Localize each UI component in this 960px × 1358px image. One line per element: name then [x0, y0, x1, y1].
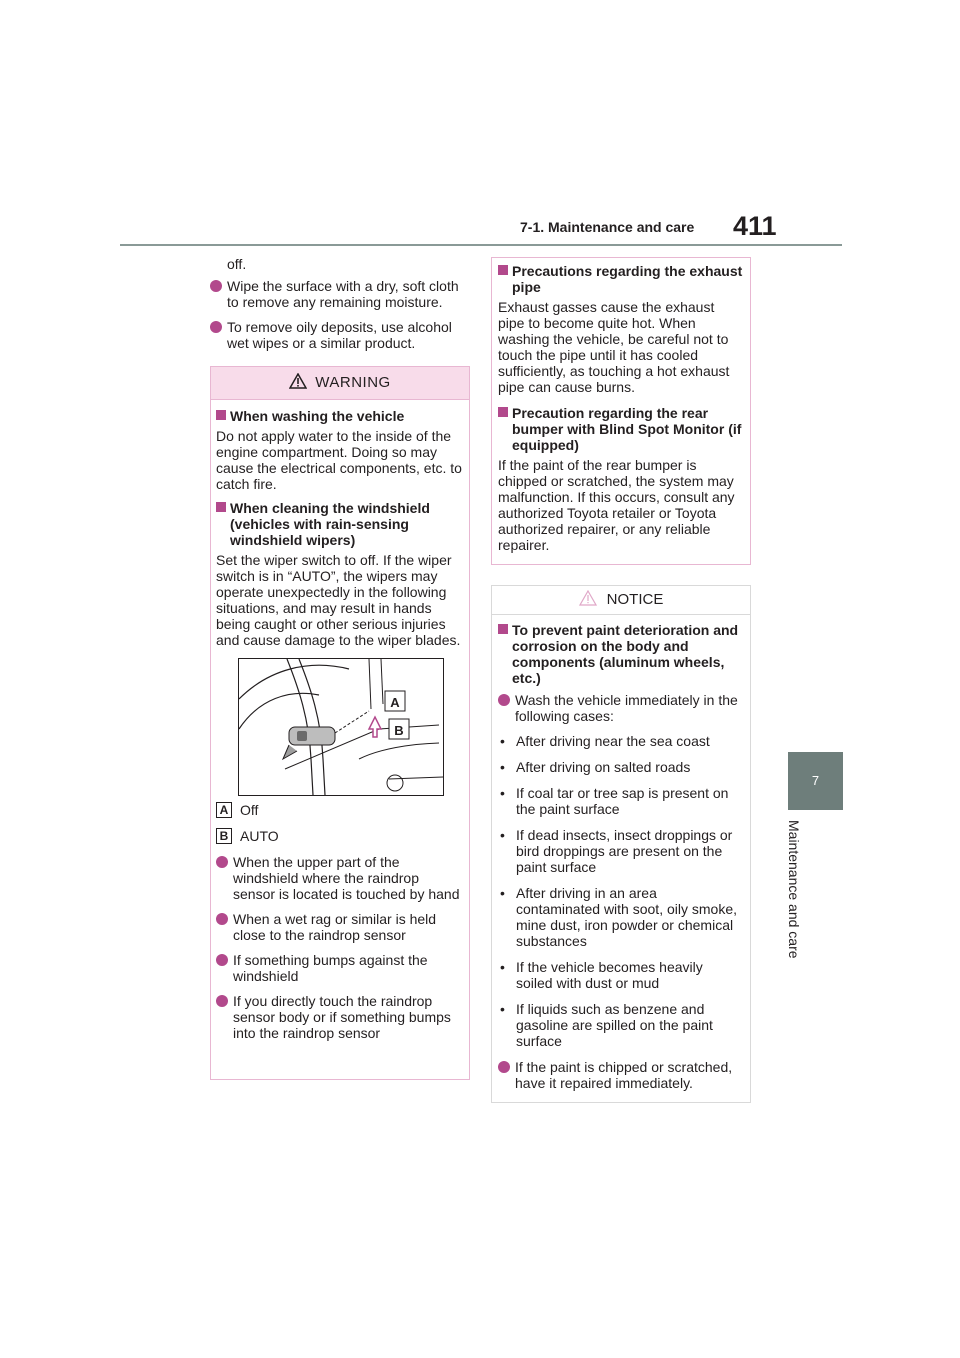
- figure-callout-b: B: [394, 723, 404, 738]
- callout-b: B: [216, 828, 232, 844]
- notice-title: NOTICE: [606, 591, 664, 608]
- warning-title: WARNING: [315, 374, 391, 391]
- case-item: • If the vehicle becomes heavily soiled with dust or mud: [498, 959, 743, 991]
- case-item: • If liquids such as benzene and gasoline are spilled on the paint surface: [498, 1001, 743, 1049]
- warning-box: [210, 366, 470, 1080]
- legend-item: [216, 802, 463, 818]
- continued-text: off.: [227, 256, 247, 272]
- case-item: • After driving in an area contaminated with soot, oily smoke, mine dust, iron powder or chemical substances: [498, 885, 743, 949]
- list-item: If the paint is chipped or scratched, have it repaired immediately.: [498, 1059, 743, 1091]
- section-title: 7-1. Maintenance and care: [520, 219, 695, 235]
- case-item: • If dead insects, insect droppings or bird droppings are present on the paint surface: [498, 827, 743, 875]
- page-number: 411: [733, 211, 777, 241]
- figure-callout-a: A: [390, 695, 400, 710]
- list-item: To remove oily deposits, use alcohol wet wipes or a similar product.: [210, 319, 472, 351]
- legend-text: Off: [240, 802, 259, 818]
- section-heading: When cleaning the windshield (vehicles with rain-sensing windshield wipers): [216, 500, 463, 548]
- list-item: Wipe the surface with a dry, soft cloth to remove any remaining moisture.: [210, 278, 472, 310]
- list-item: If something bumps against the windshield: [216, 952, 463, 984]
- case-item: • After driving on salted roads: [498, 759, 743, 775]
- caution-box: [491, 257, 751, 565]
- legend-item: [216, 828, 463, 844]
- header-divider: [120, 244, 842, 246]
- list-item: When the upper part of the windshield where the raindrop sensor is located is touched by hand: [216, 854, 463, 902]
- notice-box: [491, 585, 751, 1103]
- list-item: If you directly touch the raindrop sensor body or if something bumps into the raindrop sensor: [216, 993, 463, 1041]
- section-heading: Precaution regarding the rear bumper with Blind Spot Monitor (if equipped): [498, 405, 743, 453]
- wiper-switch-illustration: [238, 658, 444, 796]
- chapter-label: [786, 820, 806, 990]
- paragraph: If the paint of the rear bumper is chipped or scratched, the system may malfunction. If this occurs, consult any authorized Toyota retailer or Toyota authorized repairer, or any reliable repairer.: [498, 457, 735, 553]
- section-heading: Precautions regarding the exhaust pipe: [498, 263, 743, 295]
- notice-header: [492, 586, 750, 615]
- list-item: When a wet rag or similar is held close to the raindrop sensor: [216, 911, 463, 943]
- case-item: • If coal tar or tree sap is present on the paint surface: [498, 785, 743, 817]
- section-heading: When washing the vehicle: [216, 408, 463, 424]
- warning-triangle-icon: [289, 373, 307, 393]
- warning-header: [211, 367, 469, 400]
- callout-a: A: [216, 802, 232, 818]
- chapter-label-text: Maintenance and care: [786, 820, 802, 959]
- paragraph: Do not apply water to the inside of the engine compartment. Doing so may cause the electrical components, etc. to catch fire.: [216, 428, 462, 492]
- chapter-tab: 7: [788, 752, 843, 810]
- case-item: • After driving near the sea coast: [498, 733, 743, 749]
- left-intro: [210, 256, 472, 360]
- notice-triangle-icon: [579, 590, 597, 610]
- paragraph: Set the wiper switch to off. If the wiper switch is in “AUTO”, the wipers may operate unexpectedly in the following situations, and may result in hands being caught or other serious injuries and cause damage to the wiper blades.: [216, 552, 461, 648]
- list-item: Wash the vehicle immediately in the following cases:: [498, 692, 743, 724]
- paragraph: Exhaust gasses cause the exhaust pipe to become quite hot. When washing the vehicle, be careful not to touch the pipe until it has cooled sufficiently, as touching a hot exhaust pipe can cause burns.: [498, 299, 730, 395]
- section-heading: To prevent paint deterioration and corrosion on the body and components (aluminum wheels, etc.): [498, 622, 743, 686]
- legend-text: AUTO: [240, 828, 279, 844]
